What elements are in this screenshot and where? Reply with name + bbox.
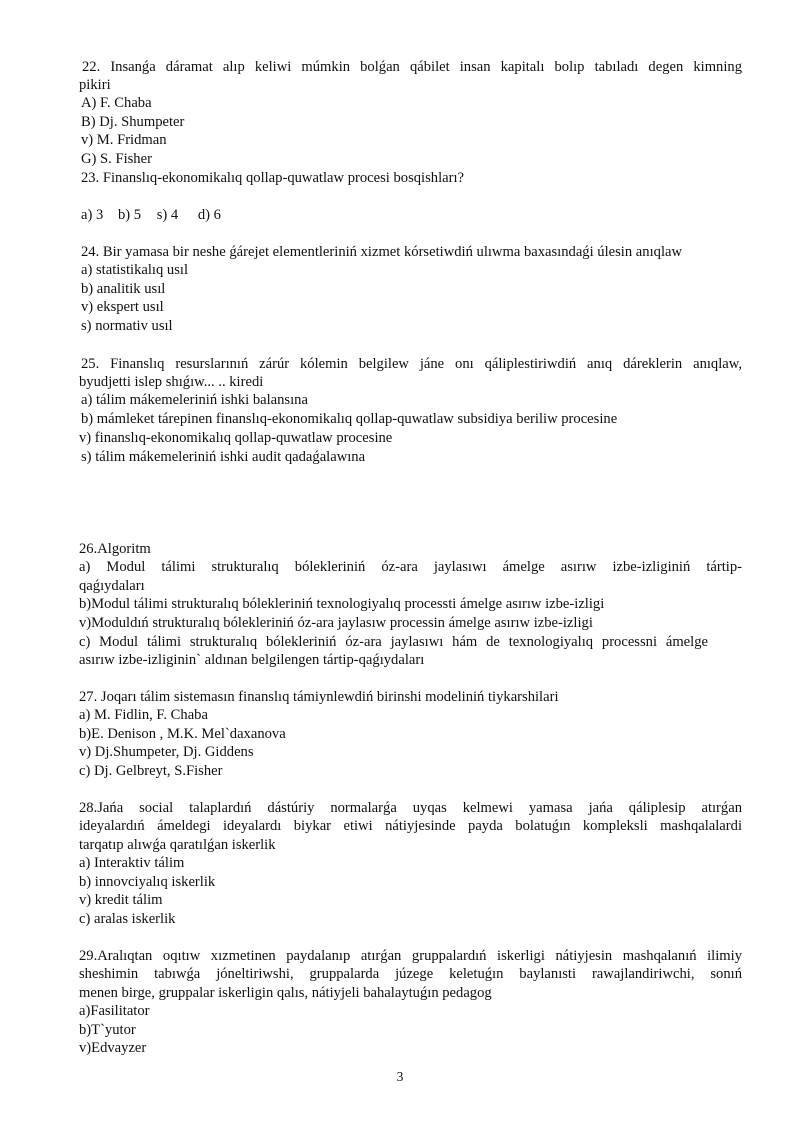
q23-option-s: s) 4	[156, 207, 179, 223]
q22-stem-line-2: pikiri	[79, 77, 111, 93]
q24-option-s: s) normativ usıl	[81, 318, 173, 334]
q29-option-v: v)Edvayzer	[79, 1040, 147, 1056]
q27-option-v: v) Dj.Shumpeter, Dj. Giddens	[79, 744, 254, 760]
q22-option-b: B) Dj. Shumpeter	[81, 114, 185, 130]
q22-option-v: v) M. Fridman	[81, 132, 167, 148]
q25-option-v: v) finanslıq-ekonomikalıq qollap-quwatlaw procesine	[79, 430, 393, 446]
q28-option-a: a) Interaktiv tálim	[79, 855, 185, 871]
q23-option-d: d) 6	[197, 207, 221, 223]
q28-stem-line-1: 28.Jańa social talaplardıń dástúriy normalarǵa uyqas kelmewi yamasa jańa qáliplesip atırǵan	[79, 800, 742, 816]
page-number: 3	[396, 1069, 404, 1084]
q22-stem-line-1: 22. Insanǵa dáramat alıp keliwi múmkin bolǵan qábilet insan kapitalı bolıp tabıladı degen kimning	[82, 59, 742, 75]
q26-stem: 26.Algoritm	[79, 541, 151, 557]
q23-options	[81, 206, 221, 224]
q25-option-b: b) mámleket tárepinen finanslıq-ekonomikalıq qollap-quwatlaw subsidiya beriliw procesine	[81, 411, 618, 427]
q22-option-a: A) F. Chaba	[81, 95, 152, 111]
q26-option-c-line-2: asırıw izbe-izliginin` aldınan belgilengen tártip-qaǵıydaları	[79, 652, 425, 668]
q29-option-b: b)T`yutor	[79, 1022, 136, 1038]
q24-stem: 24. Bir yamasa bir neshe ǵárejet elementleriniń xizmet kórsetiwdiń ulıwma baxasındaǵi úlesin anıqlaw	[81, 244, 683, 260]
q28-option-b: b) innovciyalıq iskerlik	[79, 874, 216, 890]
q23-option-a: a) 3	[81, 207, 104, 223]
q25-option-s: s) tálim mákemeleriniń ishki audit qadaǵalawına	[81, 449, 366, 465]
q28-option-c: c) aralas iskerlik	[79, 911, 176, 927]
q25-option-a: a) tálim mákemeleriniń ishki balansına	[81, 392, 308, 408]
q23-stem: 23. Finanslıq-ekonomikalıq qollap-quwatlaw procesi bosqishları?	[81, 170, 465, 186]
q22-option-g: G) S. Fisher	[81, 151, 152, 167]
q26-option-a-line-1: a) Modul tálimi strukturalıq bólekleriniń óz-ara jaylasıwı ámelge asırıw izbe-izliginiń tártip-	[79, 559, 742, 575]
q26-option-v: v)Moduldıń strukturalıq bólekleriniń óz-ara jaylasıw processin ámelge asırıw izbe-izligi	[79, 615, 593, 631]
q27-option-a: a) M. Fidlin, F. Chaba	[79, 707, 208, 723]
q26-option-b: b)Modul tálimi strukturalıq bólekleriniń texnologiyalıq processti ámelge asırıw izbe-izligi	[79, 596, 605, 612]
q24-option-v: v) ekspert usıl	[81, 299, 164, 315]
q27-stem: 27. Joqarı tálim sistemasın finanslıq támiynlewdiń birinshi modeliniń tiykarshilari	[79, 689, 559, 705]
q25-stem-line-1: 25. Finanslıq resurslarınıń zárúr kólemin belgilew jáne onı qáliplestiriwdiń anıq dáreklerin anıqlaw,	[81, 356, 742, 372]
q27-option-c: c) Dj. Gelbreyt, S.Fisher	[79, 763, 223, 779]
q29-stem-line-2: sheshimin tabıwǵa jóneltiriwshi, gruppalarda júzege keletuǵın baylanısti rawajlandiriwchi, sonıń	[79, 966, 742, 982]
q23-option-b: b) 5	[117, 207, 142, 223]
q29-option-a: a)Fasilitator	[79, 1003, 150, 1019]
q26-option-c-line-1: c) Modul tálimi strukturalıq bólekleriniń óz-ara jaylasıwı hám de texnologiyalıq processni ámelge	[79, 634, 708, 650]
q27-option-b: b)E. Denison , M.K. Mel`daxanova	[79, 726, 286, 742]
q28-stem-line-3: tarqatıp alıwǵa qaratılǵan iskerlik	[79, 837, 276, 853]
q29-stem-line-3: menen birge, gruppalar iskerligin qalıs, nátiyjeli bahalaytuǵın pedagog	[79, 985, 492, 1001]
q28-option-v: v) kredit tálim	[79, 892, 163, 908]
q25-stem-line-2: byudjetti islep shıǵıw... .. kiredi	[79, 374, 264, 390]
q24-option-b: b) analitik usıl	[81, 281, 166, 297]
q28-stem-line-2: ideyalardıń ámeldegi ideyalardı biykar etiwi nátiyjesinde payda bolatuǵın kompleksli mashqalalardi	[79, 818, 742, 834]
q26-option-a-line-2: qaǵıydaları	[79, 578, 145, 594]
q29-stem-line-1: 29.Aralıqtan oqıtıw xızmetinen paydalanıp atırǵan gruppalardıń iskerligi nátiyjesin mashqalanıń ilimiy	[79, 948, 742, 964]
q24-option-a: a) statistikalıq usıl	[81, 262, 189, 278]
